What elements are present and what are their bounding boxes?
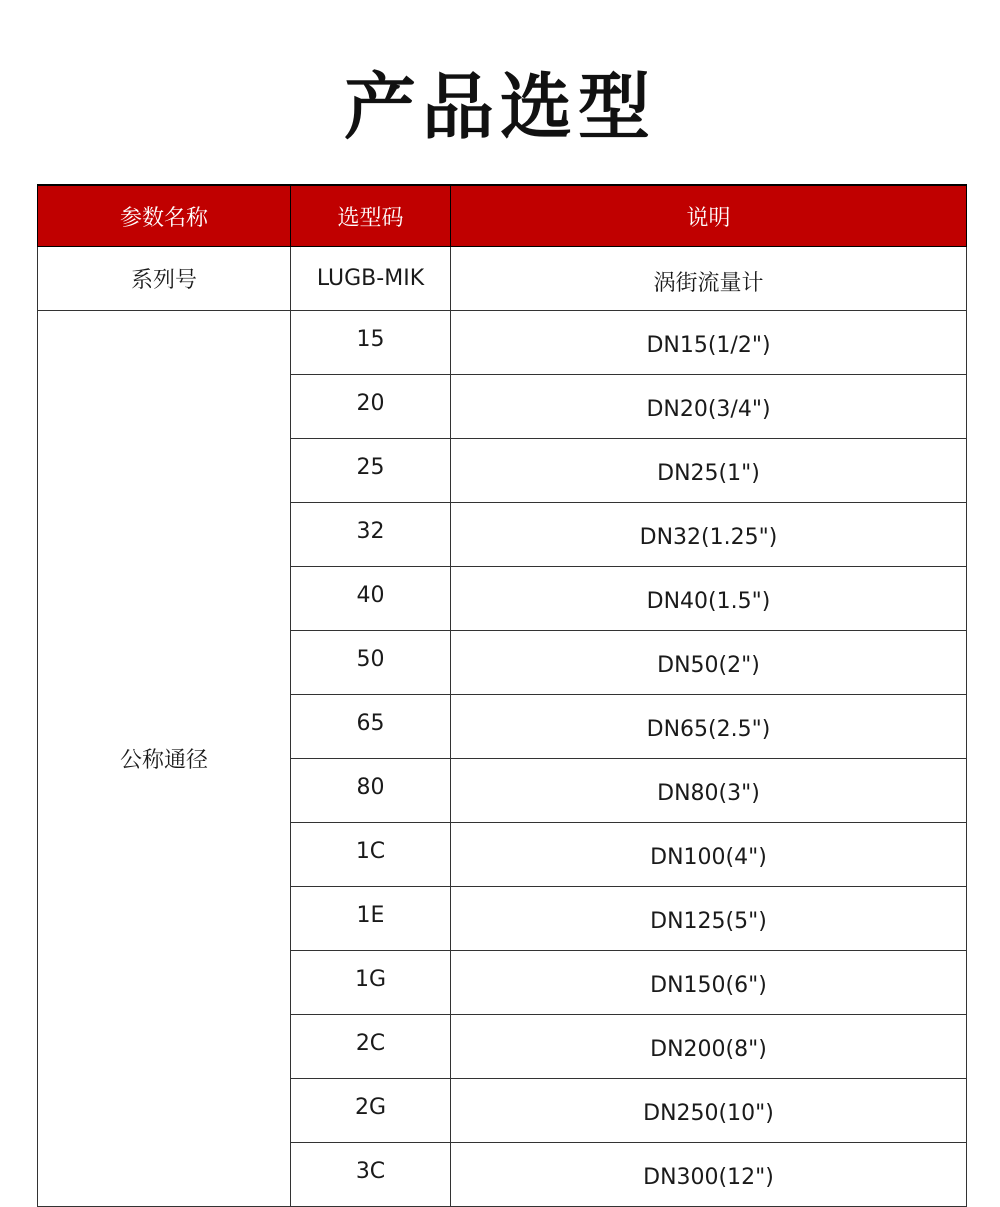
description-cell: DN125(5") <box>451 887 967 951</box>
code-series: LUGB-MIK <box>291 247 451 311</box>
selection-code-cell: 20 <box>291 375 451 439</box>
description-cell: DN15(1/2") <box>451 311 967 375</box>
header-parameter-name: 参数名称 <box>38 185 291 247</box>
selection-code-cell: 40 <box>291 567 451 631</box>
description-cell: DN50(2") <box>451 631 967 695</box>
desc-series: 涡街流量计 <box>451 247 967 311</box>
description-cell: DN32(1.25") <box>451 503 967 567</box>
description-cell: DN40(1.5") <box>451 567 967 631</box>
header-description: 说明 <box>451 185 967 247</box>
param-series: 系列号 <box>38 247 291 311</box>
selection-code-cell: 2G <box>291 1079 451 1143</box>
description-cell: DN20(3/4") <box>451 375 967 439</box>
header-selection-code: 选型码 <box>291 185 451 247</box>
param-nominal-diameter: 公称通径 <box>38 311 291 1207</box>
page-title: 产品选型 <box>343 65 656 149</box>
description-cell: DN200(8") <box>451 1015 967 1079</box>
selection-code-cell: 1G <box>291 951 451 1015</box>
selection-code-cell: 1C <box>291 823 451 887</box>
selection-code-cell: 50 <box>291 631 451 695</box>
description-cell: DN100(4") <box>451 823 967 887</box>
description-cell: DN80(3") <box>451 759 967 823</box>
selection-code-cell: 3C <box>291 1143 451 1207</box>
table-header-row <box>38 185 967 247</box>
selection-code-cell: 65 <box>291 695 451 759</box>
description-cell: DN150(6") <box>451 951 967 1015</box>
table-row <box>38 311 967 375</box>
description-cell: DN25(1") <box>451 439 967 503</box>
description-cell: DN300(12") <box>451 1143 967 1207</box>
table-row <box>38 247 967 311</box>
selection-code-cell: 32 <box>291 503 451 567</box>
description-cell: DN65(2.5") <box>451 695 967 759</box>
description-cell: DN250(10") <box>451 1079 967 1143</box>
product-selection-table <box>37 184 967 1207</box>
selection-code-cell: 1E <box>291 887 451 951</box>
selection-code-cell: 80 <box>291 759 451 823</box>
selection-code-cell: 25 <box>291 439 451 503</box>
selection-code-cell: 15 <box>291 311 451 375</box>
selection-code-cell: 2C <box>291 1015 451 1079</box>
